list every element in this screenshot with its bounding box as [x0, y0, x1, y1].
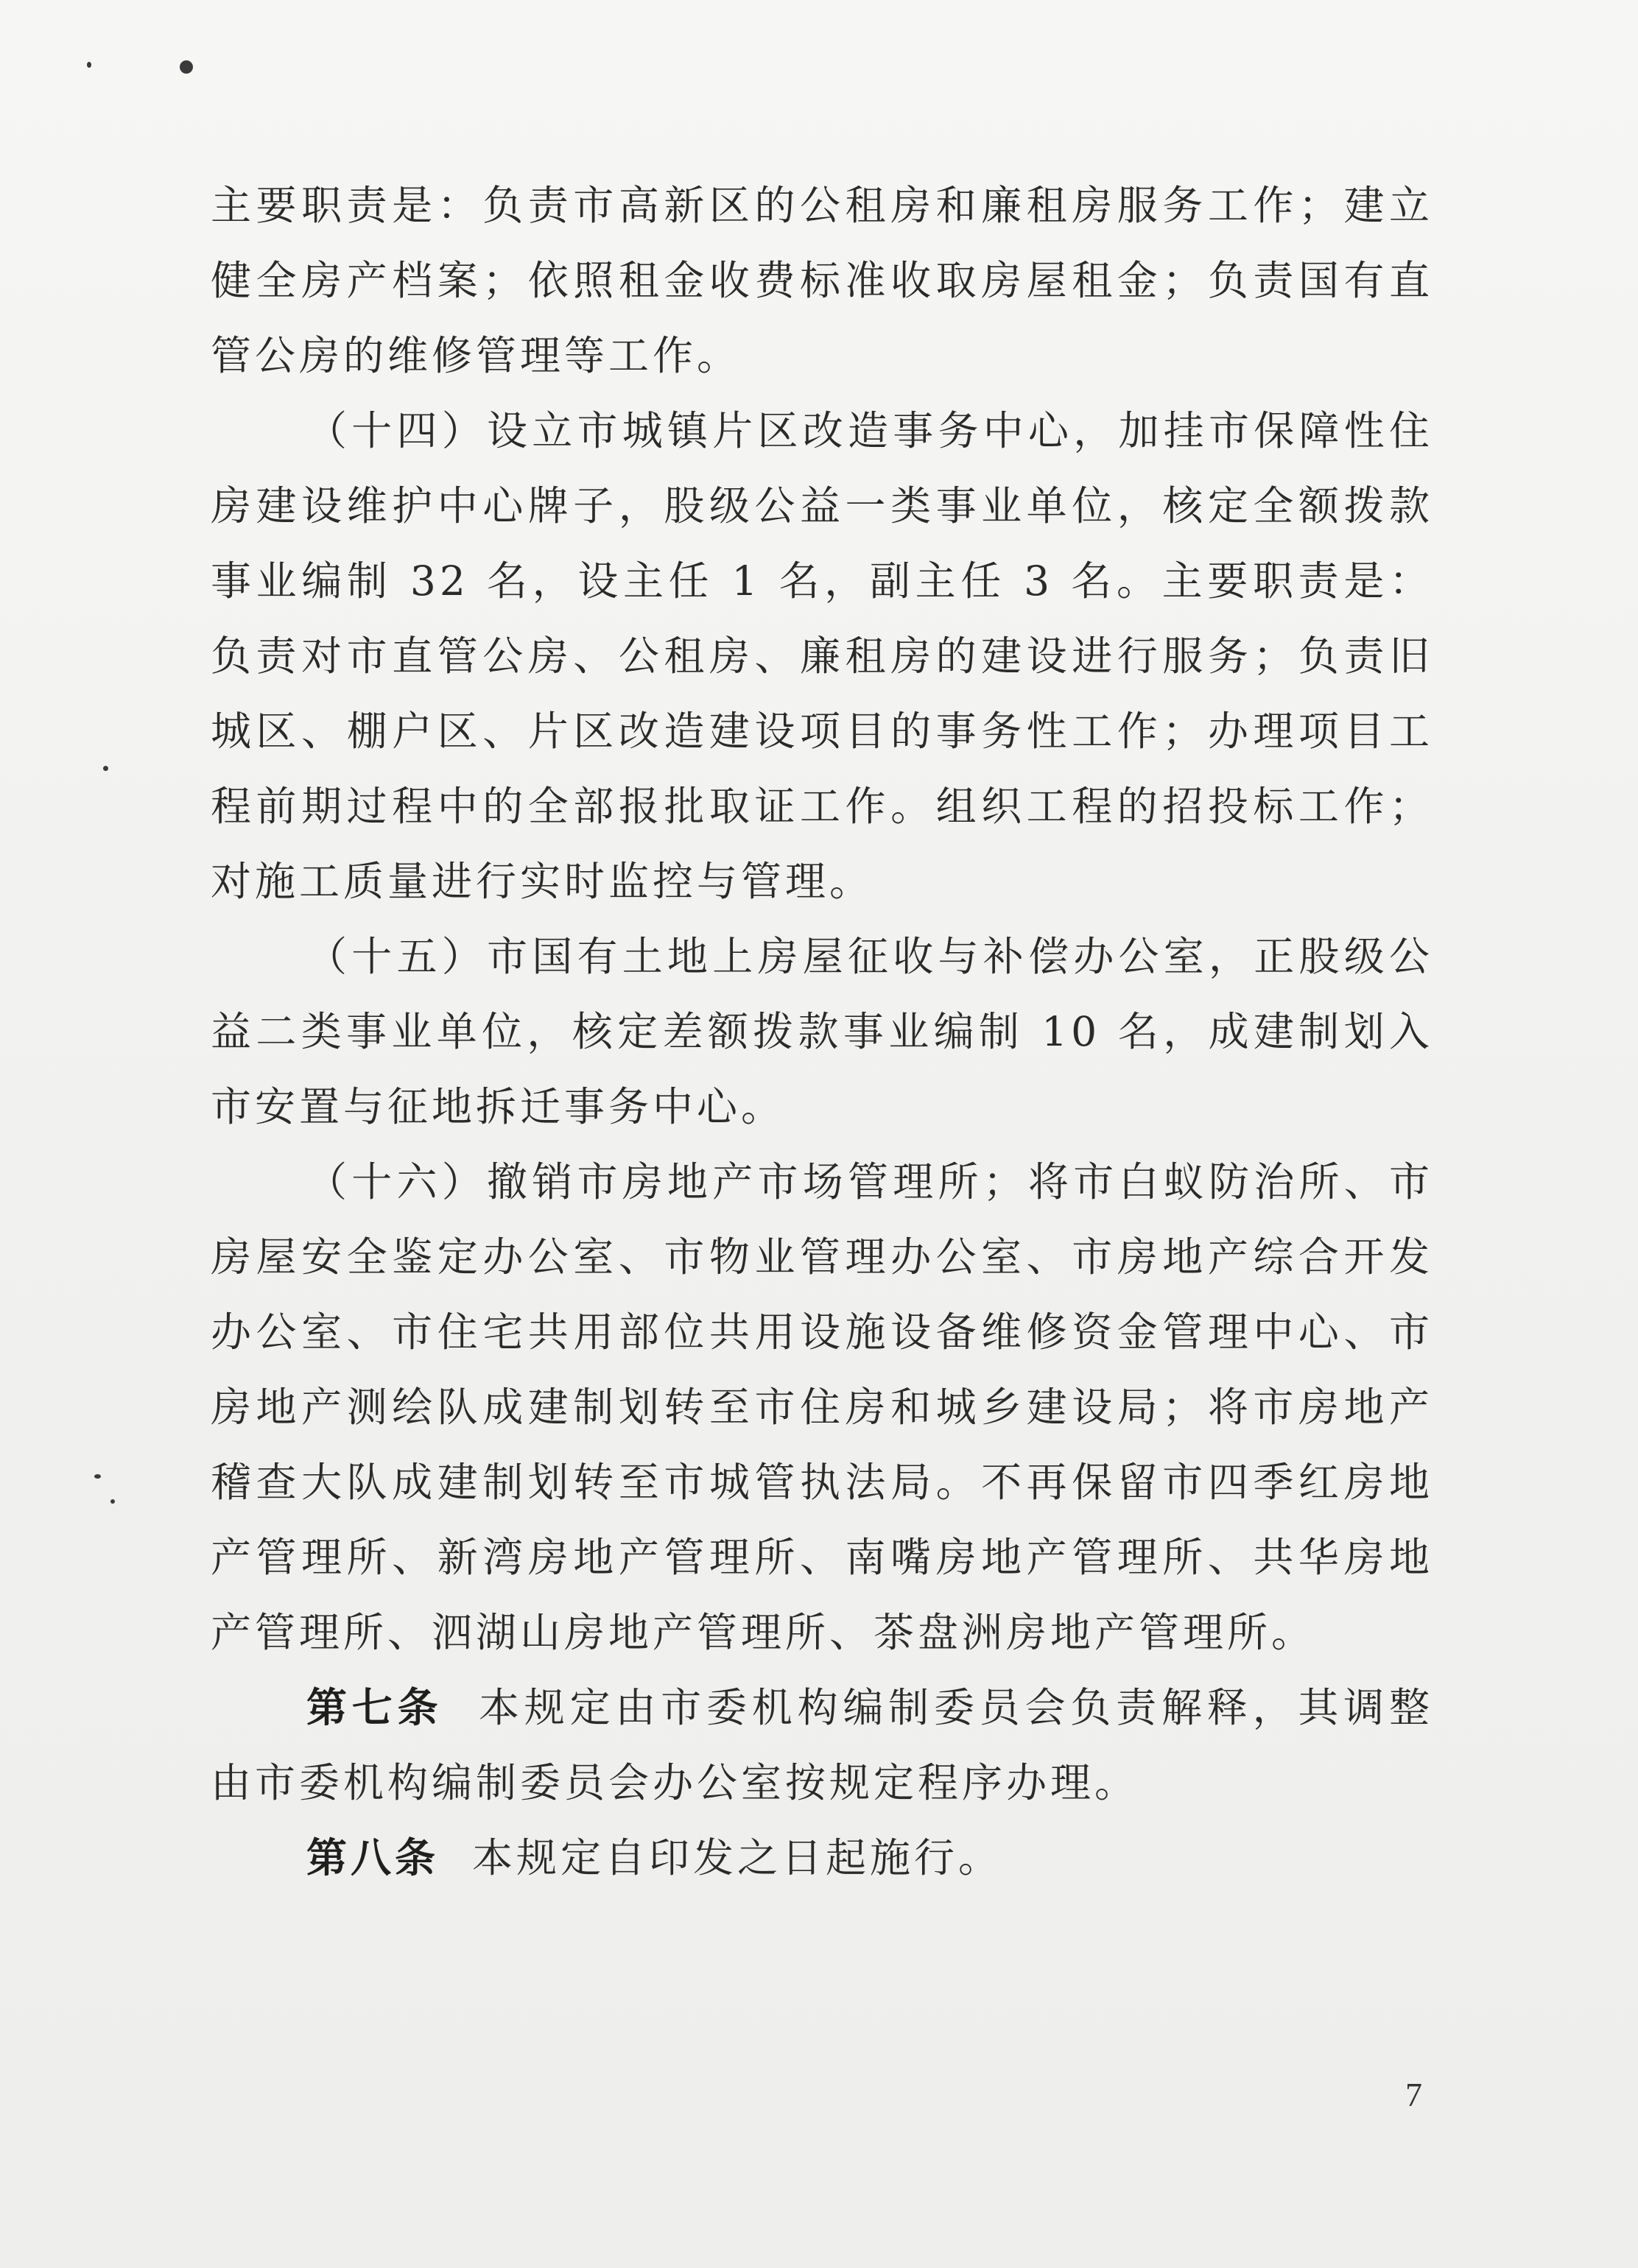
article-7: [211, 1670, 1433, 1820]
paragraph: 主要职责是：负责市高新区的公租房和廉租房服务工作；建立健全房产档案；依照租金收费标准收取房屋租金；负责国有直管公房的维修管理等工作。: [211, 182, 1433, 379]
page-number: 7: [1405, 2076, 1422, 2113]
article-number: 第八条: [306, 1834, 440, 1881]
scan-mark: [103, 766, 108, 771]
scan-mark: [87, 62, 91, 68]
paragraph: （十四）设立市城镇片区改造事务中心，加挂市保障性住房建设维护中心牌子，股级公益一类事业单位，核定全额拨款事业编制 32 名，设主任 1 名，副主任 3 名。主要职责是：负责对市直管公房、公租房、廉租房的建设进行服务；负责旧城区、棚户区、片区改造建设项目的事务性工作；办理项目工程前期过程中的全部报批取证工作。组织工程的招投标工作；对施工质量进行实时监控与管理。: [211, 407, 1433, 905]
article-8: [211, 1820, 1433, 1895]
article-number: 第七条: [306, 1683, 443, 1731]
scan-mark: [94, 1474, 101, 1479]
article-text: 本规定由市委机构编制委员会负责解释，其调整由市委机构编制委员会办公室按规定程序办理。: [211, 1684, 1433, 1806]
paragraph: （十六）撤销市房地产市场管理所；将市白蚁防治所、市房屋安全鉴定办公室、市物业管理办公室、市房地产综合开发办公室、市住宅共用部位共用设施设备维修资金管理中心、市房地产测绘队成建制划转至市住房和城乡建设局；将市房地产稽查大队成建制划转至市城管执法局。不再保留市四季红房地产管理所、新湾房地产管理所、南嘴房地产管理所、共华房地产管理所、泗湖山房地产管理所、茶盘洲房地产管理所。: [211, 1158, 1433, 1656]
scan-mark: [180, 60, 193, 74]
paragraph: （十五）市国有土地上房屋征收与补偿办公室，正股级公益二类事业单位，核定差额拨款事业编制 10 名，成建制划入市安置与征地拆迁事务中心。: [211, 933, 1433, 1130]
article-text: 本规定自印发之日起施行。: [471, 1834, 1002, 1881]
scan-mark: [110, 1499, 115, 1504]
body-text: [211, 168, 1433, 1895]
